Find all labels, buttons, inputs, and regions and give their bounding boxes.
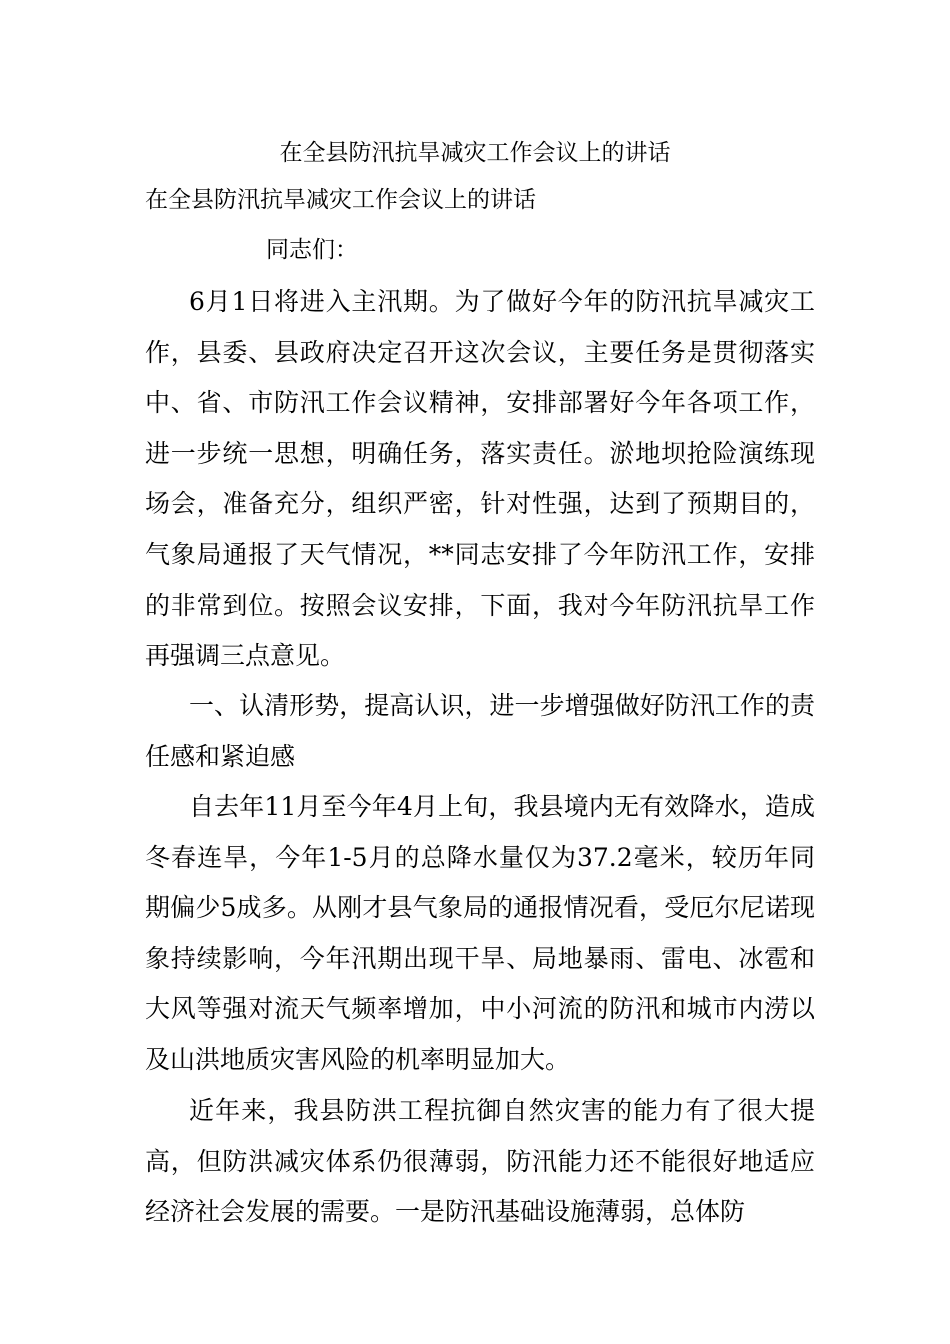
document-title-repeated: 在全县防汛抗旱减灾工作会议上的讲话: [145, 187, 536, 213]
paragraph-infrastructure: 近年来，我县防洪工程抗御自然灾害的能力有了很大提高，但防洪减灾体系仍很薄弱，防汛能力还不能很好地适应经济社会发展的需要。一是防汛基础设施薄弱，总体防: [145, 1096, 815, 1227]
paragraph-intro: 6月1日将进入主汛期。为了做好今年的防汛抗旱减灾工作，县委、县政府决定召开这次会议，主要任务是贯彻落实中、省、市防汛工作会议精神，安排部署好今年各项工作，进一步统一思想，明确任务，落实责任。淤地坝抢险演练现场会，准备充分，组织严密，针对性强，达到了预期目的，气象局通报了天气情况，**同志安排了今年防汛工作，安排的非常到位。按照会议安排，下面，我对今年防汛抗旱工作再强调三点意见。: [145, 287, 815, 671]
paragraph-weather: 自去年11月至今年4月上旬，我县境内无有效降水，造成冬春连旱，今年1-5月的总降水量仅为37.2毫米，较历年同期偏少5成多。从刚才县气象局的通报情况看，受厄尔尼诺现象持续影响，今年汛期出现干旱、局地暴雨、雷电、冰雹和大风等强对流天气频率增加，中小河流的防汛和城市内涝以及山洪地质灾害风险的机率明显加大。: [145, 792, 815, 1074]
document-title-centered: 在全县防汛抗旱减灾工作会议上的讲话: [279, 140, 671, 166]
section-heading-1: 一、认清形势，提高认识，进一步增强做好防汛工作的责任感和紧迫感: [145, 691, 815, 771]
salutation: 同志们：: [266, 237, 358, 263]
